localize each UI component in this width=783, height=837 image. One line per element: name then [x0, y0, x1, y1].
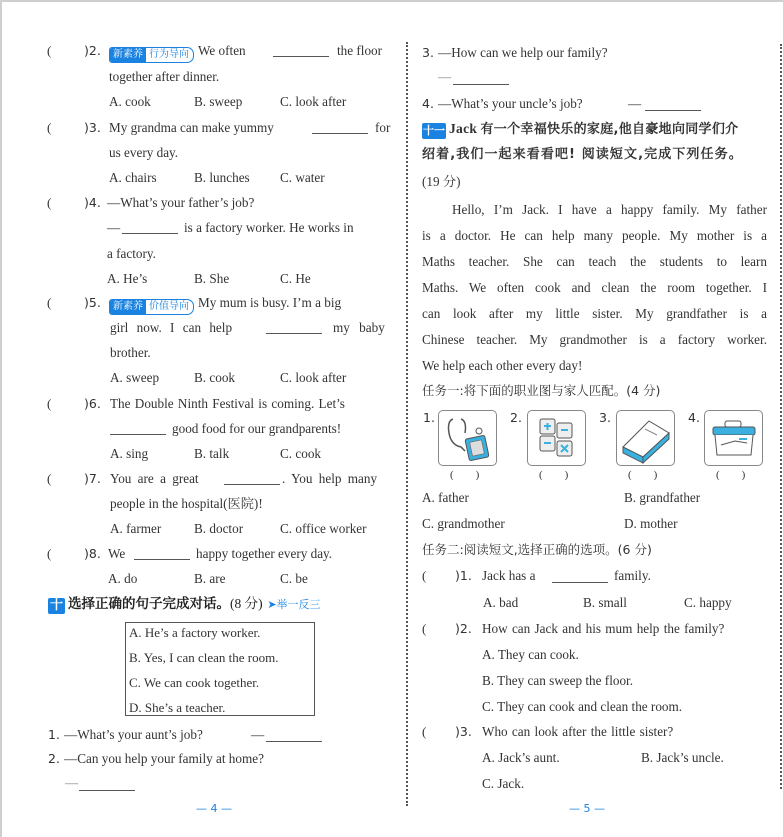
option-a[interactable]: A. Jack’s aunt.	[482, 750, 560, 765]
new-literacy-tag: 新素养 行为导向	[109, 47, 194, 63]
option-c[interactable]: C. look after	[280, 370, 347, 385]
dash: —	[107, 220, 121, 235]
option-a[interactable]: A. He’s	[107, 271, 148, 286]
question-text: people in the hospital(医院)!	[110, 496, 263, 511]
match-answer-paren[interactable]: ( )	[628, 469, 658, 481]
answer-blank[interactable]	[312, 123, 368, 134]
answer-paren[interactable]: (	[47, 120, 52, 135]
answer-blank[interactable]	[266, 731, 322, 742]
passage-line: Chinese teacher. My grandmother is a factory worker.	[422, 332, 767, 347]
book-icon	[616, 410, 675, 466]
dialog-question: —How can we help our family?	[438, 45, 608, 60]
option-c[interactable]: C. be	[280, 571, 308, 586]
answer-paren[interactable]: (	[47, 546, 52, 561]
option-c[interactable]: C. They can cook and clean the room.	[482, 699, 683, 714]
option-b[interactable]: B. lunches	[194, 170, 250, 185]
page-number: — 5 —	[569, 802, 605, 815]
choice-b: B. Yes, I can clean the room.	[129, 650, 279, 665]
question-number: )7.	[84, 471, 101, 486]
question-text: for	[375, 120, 391, 135]
option-a[interactable]: A. They can cook.	[482, 647, 579, 662]
picture-number: 2.	[510, 410, 522, 425]
option-c[interactable]: C. office worker	[280, 521, 367, 536]
right-margin-divider	[780, 44, 782, 789]
picture-number: 4.	[688, 410, 700, 425]
question-number: )8.	[84, 546, 101, 561]
question-text: Jack has a	[482, 568, 536, 583]
answer-paren[interactable]: (	[47, 295, 52, 310]
section-10-heading	[48, 596, 321, 614]
question-stem: 新素养 行为导向 We often	[109, 43, 246, 63]
answer-blank[interactable]	[552, 572, 608, 583]
option-a[interactable]: A. sing	[110, 446, 149, 461]
option-b[interactable]: B. talk	[194, 446, 230, 461]
answer-paren[interactable]: (	[422, 724, 427, 739]
answer-paren[interactable]: (	[47, 471, 52, 486]
option-b[interactable]: B. They can sweep the floor.	[482, 673, 634, 688]
question-text: How can Jack and his mum help the family?	[482, 621, 725, 636]
dialog-number: 2.	[48, 751, 60, 766]
question-stem: 新素养 价值导向 My mum is busy. I’m a big	[109, 295, 341, 315]
option-a[interactable]: A. sweep	[110, 370, 160, 385]
question-number: )3.	[84, 120, 101, 135]
question-text: My grandma can make yummy	[109, 120, 274, 135]
question-text: —What’s your father’s job?	[107, 195, 255, 210]
answer-blank[interactable]	[453, 74, 509, 85]
match-answer-paren[interactable]: ( )	[716, 469, 746, 481]
question-text: . You help many	[282, 471, 378, 486]
dash: —	[65, 775, 79, 790]
option-c[interactable]: C. look after	[280, 94, 347, 109]
option-b[interactable]: B. sweep	[194, 94, 243, 109]
answer-paren[interactable]: (	[47, 396, 52, 411]
answer-blank[interactable]	[122, 223, 178, 234]
option-d: D. mother	[624, 516, 678, 531]
question-text: the floor	[337, 43, 383, 58]
question-text: The Double Ninth Festival is coming. Let’s	[110, 396, 345, 411]
option-a[interactable]: A. farmer	[110, 521, 162, 536]
option-c[interactable]: C. cook	[280, 446, 322, 461]
option-b[interactable]: B. Jack’s uncle.	[641, 750, 724, 765]
section-number-badge: 十	[50, 598, 64, 613]
passage-line: Maths teacher. She can teach the students to learn	[422, 254, 767, 269]
question-text: together after dinner.	[109, 69, 220, 84]
section-title-continued: 绍着,我们一起来看看吧! 阅读短文,完成下列任务。	[422, 147, 743, 162]
passage-line: We help each other every day!	[422, 358, 583, 373]
answer-blank[interactable]	[645, 100, 701, 111]
task-1-title: 任务一:将下面的职业图与家人匹配。(4 分)	[422, 383, 661, 398]
answer-blank[interactable]	[79, 780, 135, 791]
math-symbols-icon	[527, 410, 586, 466]
picture-number: 1.	[423, 410, 435, 425]
question-text: a factory.	[107, 246, 156, 261]
passage-line: Maths. We often cook and clean the room together. I	[422, 280, 767, 295]
question-text: good food for our grandparents!	[172, 421, 342, 436]
option-c[interactable]: C. Jack.	[482, 776, 525, 791]
related-practice-link[interactable]: ➤举一反三	[267, 598, 321, 611]
passage-line: Hello, I’m Jack. I have a happy family. My father	[452, 202, 767, 217]
option-a[interactable]: A. bad	[483, 595, 519, 610]
choice-d: D. She’s a teacher.	[129, 700, 226, 715]
option-b[interactable]: B. doctor	[194, 521, 244, 536]
dash: —	[438, 69, 452, 84]
dialog-number: 4.	[422, 96, 434, 111]
answer-blank[interactable]	[224, 474, 280, 485]
option-b[interactable]: B. are	[194, 571, 226, 586]
option-a[interactable]: A. do	[108, 571, 138, 586]
answer-blank[interactable]	[273, 46, 329, 57]
answer-paren[interactable]: (	[47, 43, 52, 58]
option-a[interactable]: A. cook	[109, 94, 151, 109]
sentence-choices-box	[125, 622, 315, 716]
section-title: 有一个幸福快乐的家庭,他自豪地向同学们介	[480, 122, 739, 137]
picture-number: 3.	[599, 410, 611, 425]
answer-paren[interactable]: (	[422, 568, 427, 583]
question-number: )4.	[84, 195, 101, 210]
dialog-question: —Can you help your family at home?	[64, 751, 264, 766]
task-2-title: 任务二:阅读短文,选择正确的选项。(6 分)	[422, 542, 652, 557]
dialog-number: 3.	[422, 45, 434, 60]
answer-blank[interactable]	[134, 549, 190, 560]
option-c[interactable]: C. water	[280, 170, 325, 185]
choice-a: A. He’s a factory worker.	[129, 625, 261, 640]
new-literacy-tag: 新素养 价值导向	[109, 299, 194, 315]
question-text: You are a great	[110, 471, 199, 486]
question-number: )6.	[84, 396, 101, 411]
option-c[interactable]: C. happy	[684, 595, 732, 610]
passage-line: is a doctor. He can help many people. My mother is a	[422, 228, 767, 243]
answer-blank[interactable]	[110, 424, 166, 435]
question-text: family.	[614, 568, 651, 583]
question-number: )5.	[84, 295, 101, 310]
dialog-number: 1.	[48, 727, 60, 742]
question-text: us every day.	[109, 145, 179, 160]
section-score: (8 分)	[230, 596, 263, 611]
choice-c: C. We can cook together.	[129, 675, 260, 690]
option-b[interactable]: B. She	[194, 271, 230, 286]
section-title-name: Jack	[449, 121, 478, 136]
toolbox-icon	[704, 410, 763, 466]
column-divider	[406, 42, 408, 806]
option-b: B. grandfather	[624, 490, 701, 505]
dialog-question: —What’s your aunt’s job?	[64, 727, 203, 742]
option-a[interactable]: A. chairs	[109, 170, 157, 185]
match-answer-paren[interactable]: ( )	[539, 469, 569, 481]
question-text: We	[108, 546, 126, 561]
passage-line: can look after my little sister. My grandfather is a	[422, 306, 767, 321]
stethoscope-clipboard-icon	[438, 410, 497, 466]
question-text: brother.	[110, 345, 151, 360]
option-a: A. father	[422, 490, 469, 505]
option-b[interactable]: B. small	[583, 595, 627, 610]
dash: —	[251, 727, 265, 742]
page-number: — 4 —	[196, 802, 232, 815]
option-c: C. grandmother	[422, 516, 505, 531]
question-number: )2.	[84, 43, 101, 58]
section-11-heading	[422, 121, 738, 139]
question-number: )3.	[455, 724, 472, 739]
answer-paren[interactable]: (	[422, 621, 427, 636]
section-score: (19 分)	[422, 174, 461, 189]
option-b[interactable]: B. cook	[194, 370, 236, 385]
question-number: )2.	[455, 621, 472, 636]
section-title: 选择正确的句子完成对话。	[68, 596, 231, 612]
dash: —	[628, 96, 642, 111]
question-text: happy together every day.	[196, 546, 333, 561]
dialog-question: —What’s your uncle’s job?	[438, 96, 583, 111]
question-text: is a factory worker. He works in	[184, 220, 354, 235]
question-text: Who can look after the little sister?	[482, 724, 674, 739]
question-number: )1.	[455, 568, 472, 583]
question-text: my baby	[333, 320, 385, 335]
match-answer-paren[interactable]: ( )	[450, 469, 480, 481]
answer-paren[interactable]: (	[47, 195, 52, 210]
answer-blank[interactable]	[266, 323, 322, 334]
section-number-badge: 十一	[423, 124, 445, 137]
question-text: girl now. I can help	[110, 320, 233, 335]
option-c[interactable]: C. He	[280, 271, 311, 286]
